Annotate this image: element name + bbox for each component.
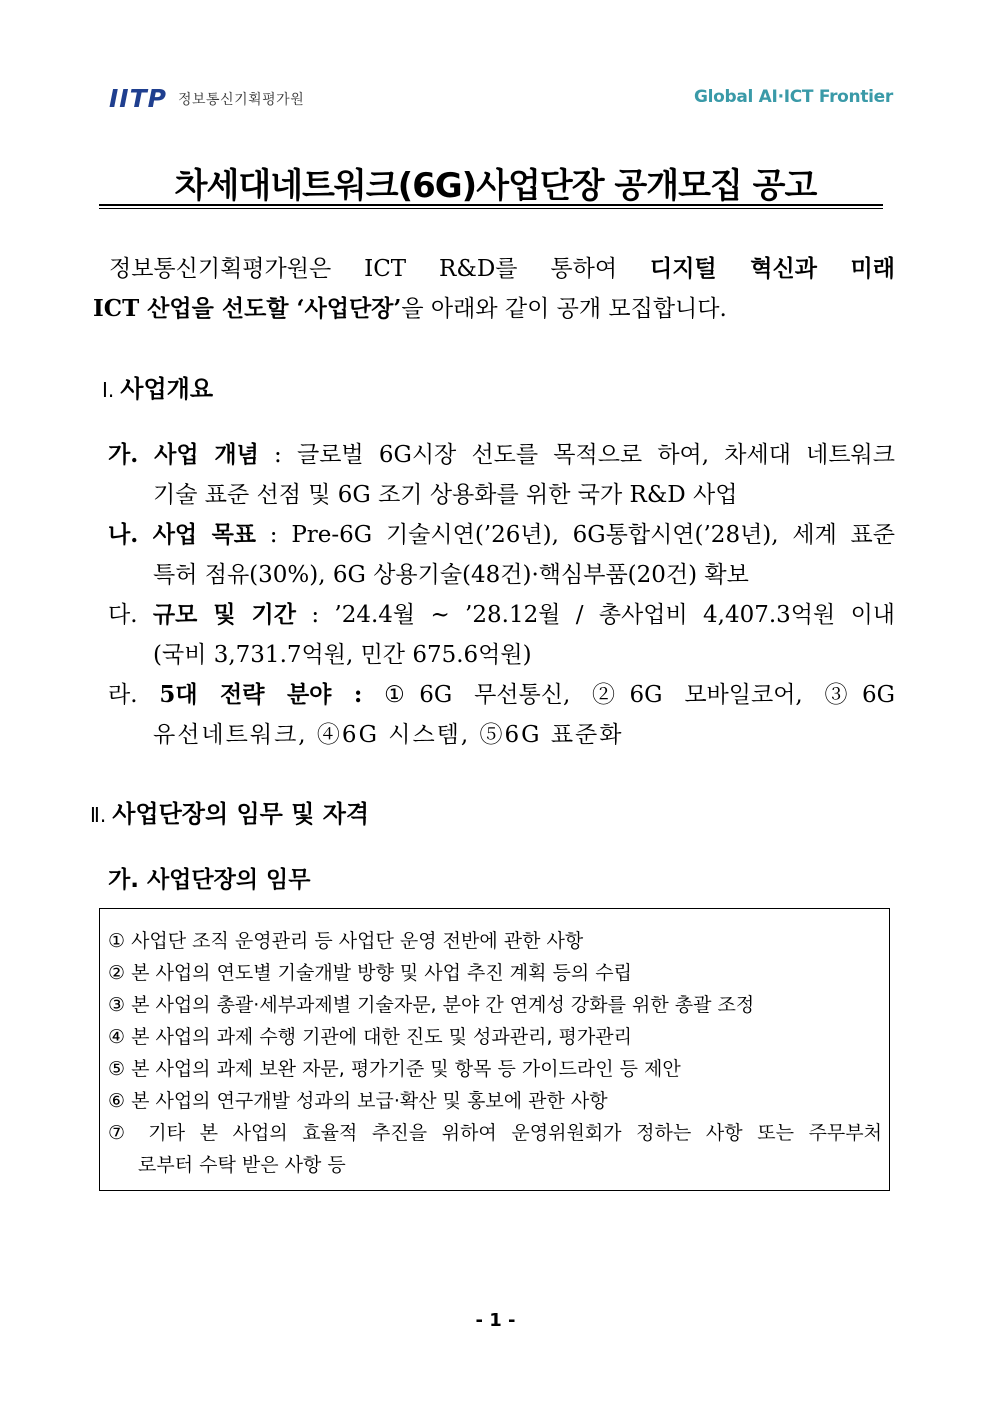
section-2-subheading: 가. 사업단장의 임무 <box>108 867 311 893</box>
slogan: Global AI·ICT Frontier <box>693 87 893 107</box>
item-ra-prefix: 라. <box>108 682 160 708</box>
section-1-title: 사업개요 <box>120 375 214 403</box>
logo-text: IITP <box>109 84 167 113</box>
duty-item-6: ⑥ 본 사업의 연구개발 성과의 보급‧확산 및 홍보에 관한 사항 <box>108 1090 608 1112</box>
duty-item-5: ⑤ 본 사업의 과제 보완 자문, 평가기준 및 항목 등 가이드라인 등 제안 <box>108 1058 681 1080</box>
title-underline <box>99 204 883 206</box>
item-ra-line-1 <box>108 676 895 709</box>
item-ra-line-2: 유선네트워크, ④6G 시스템, ⑤6G 표준화 <box>153 722 624 748</box>
page-title: 차세대네트워크(6G)사업단장 공개모집 공고 <box>174 166 817 206</box>
intro-text-2: 을 아래와 같이 공개 모집합니다. <box>401 296 727 322</box>
section-2-numeral: Ⅱ. <box>90 803 107 827</box>
section-1-heading <box>102 369 213 404</box>
item-na-text: : Pre-6G 기술시연(’26년), 6G통합시연(’28년), 세계 표준 <box>256 522 895 548</box>
section-2-heading <box>90 794 369 829</box>
section-2-title: 사업단장의 임무 및 자격 <box>112 800 370 828</box>
intro-line-1 <box>109 250 895 283</box>
iitp-logo <box>109 84 167 113</box>
page-number: - 1 - <box>475 1310 516 1331</box>
duty-item-2: ② 본 사업의 연도별 기술개발 방향 및 사업 추진 계획 등의 수립 <box>108 962 632 984</box>
item-na-line-1 <box>108 516 895 549</box>
duty-item-7-cont: 로부터 수탁 받은 사항 등 <box>138 1154 346 1176</box>
intro-emphasis: 디지털 혁신과 미래 <box>650 255 895 282</box>
item-da-line-1 <box>108 596 895 629</box>
item-da-prefix: 다. <box>108 602 153 628</box>
item-ga-line-2: 기술 표준 선점 및 6G 조기 상용화를 위한 국가 R&D 사업 <box>153 482 738 508</box>
item-na-line-2: 특허 점유(30%), 6G 상용기술(48건)·핵심부품(20건) 확보 <box>153 562 749 588</box>
item-ra-text: ①6G 무선통신, ②6G 모바일코어, ③6G <box>362 682 896 708</box>
duty-item-7: ⑦ 기타 본 사업의 효율적 추진을 위하여 운영위원회가 정하는 사항 또는 주무부처 <box>108 1122 882 1144</box>
duty-item-4: ④ 본 사업의 과제 수행 기관에 대한 진도 및 성과관리, 평가관리 <box>108 1026 632 1048</box>
duty-item-3: ③ 본 사업의 총괄‧세부과제별 기술자문, 분야 간 연계성 강화를 위한 총괄 조정 <box>108 994 755 1016</box>
intro-text: 정보통신기획평가원은 ICT R&D를 통하여 <box>109 256 650 282</box>
item-ga-label: 가. 사업 개념 <box>108 441 259 468</box>
intro-emphasis-2: ICT 산업을 선도할 ‘사업단장’ <box>93 295 402 322</box>
title-underline-thin <box>99 208 883 209</box>
intro-line-2 <box>93 290 727 323</box>
item-ga-line-1 <box>108 436 895 469</box>
item-da-text: : ’24.4월 ~ ’28.12월 / 총사업비 4,407.3억원 이내 <box>296 602 896 628</box>
org-name: 정보통신기획평가원 <box>178 92 305 108</box>
item-da-label: 규모 및 기간 <box>152 601 296 628</box>
duty-item-1: ① 사업단 조직 운영관리 등 사업단 운영 전반에 관한 사항 <box>108 930 584 952</box>
item-ra-label: 5대 전략 분야 : <box>159 681 363 708</box>
item-da-line-2: (국비 3,731.7억원, 민간 675.6억원) <box>153 642 532 668</box>
item-ga-text: : 글로벌 6G시장 선도를 목적으로 하여, 차세대 네트워크 <box>258 442 895 468</box>
section-1-numeral: Ⅰ. <box>102 378 115 402</box>
item-na-label: 나. 사업 목표 <box>108 521 257 548</box>
